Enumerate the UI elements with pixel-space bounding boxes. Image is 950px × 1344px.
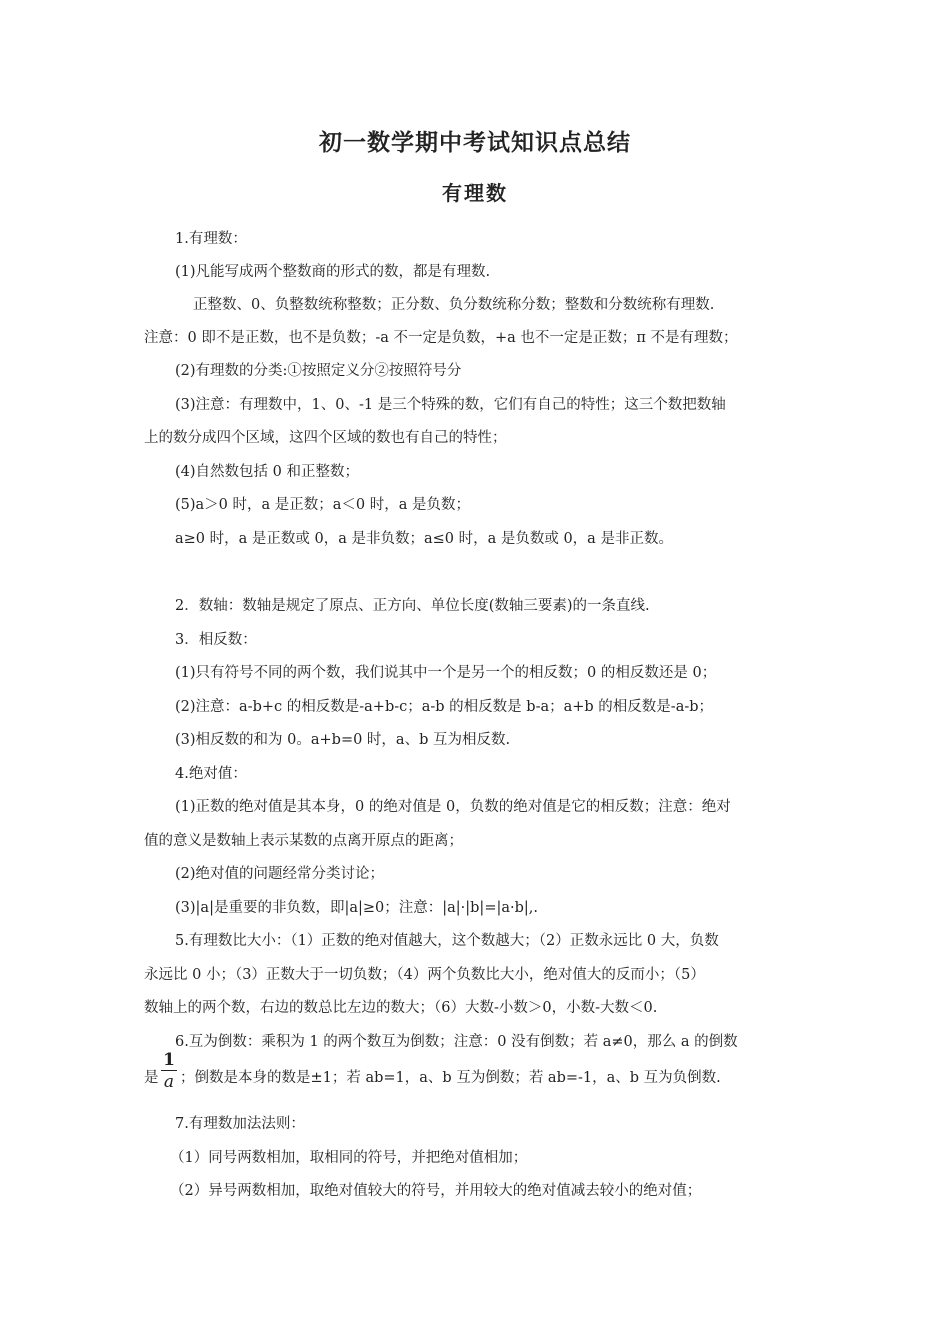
text-line: (2)有理数的分类:①按照定义分②按照符号分 [175,363,462,379]
text-line: (3)相反数的和为 0。a+b=0 时，a、b 互为相反数. [175,732,511,748]
heading-number-line: 2．数轴：数轴是规定了原点、正方向、单位长度(数轴三要素)的一条直线. [175,598,650,614]
text-line: (2)注意：a-b+c 的相反数是-a+b-c；a-b 的相反数是 b-a；a+b 的相反数是-a-b； [175,699,714,715]
text-line: 永远比 0 小；（3）正数大于一切负数；（4）两个负数比大小，绝对值大的反而小；（5） [144,967,705,983]
text-line: 正整数、0、负整数统称整数；正分数、负分数统称分数；整数和分数统称有理数. [193,297,715,313]
text-line: (4)自然数包括 0 和正整数； [175,464,359,480]
text-line: a≥0 时，a 是正数或 0，a 是非负数；a≤0 时，a 是负数或 0，a 是非正数。 [175,531,673,547]
heading-reciprocals: 6.互为倒数：乘积为 1 的两个数互为倒数；注意：0 没有倒数；若 a≠0，那么 a 的倒数 [175,1034,738,1050]
section-title: 有理数 [442,181,508,205]
heading-rational-numbers: 1.有理数： [175,231,247,247]
fraction-one-over-a [161,1051,177,1092]
text-line: ；倒数是本身的数是±1；若 ab=1，a、b 互为倒数；若 ab=-1，a、b 互为负倒数. [180,1070,721,1086]
text-line: (1)只有符号不同的两个数，我们说其中一个是另一个的相反数；0 的相反数还是 0； [175,665,717,681]
text-line: 上的数分成四个区域，这四个区域的数也有自己的特性； [144,430,507,446]
text-line: (3)注意：有理数中，1、0、-1 是三个特殊的数，它们有自己的特性；这三个数把数轴 [175,397,726,413]
text-line: (2)绝对值的问题经常分类讨论； [175,866,385,882]
text-line: (1)正数的绝对值是其本身，0 的绝对值是 0，负数的绝对值是它的相反数；注意：绝对 [175,799,731,815]
text-line: 数轴上的两个数，右边的数总比左边的数大；（6）大数-小数＞0，小数-大数＜0. [144,1000,658,1016]
text-line-prefix: 是 [144,1070,159,1086]
document-title: 初一数学期中考试知识点总结 [319,130,631,156]
text-line: 注意：0 即不是正数，也不是负数；-a 不一定是负数，+a 也不一定是正数；π 不是有理数； [144,330,738,346]
heading-addition-rules: 7.有理数加法法则： [175,1116,305,1132]
text-line: (5)a＞0 时，a 是正数；a＜0 时，a 是负数； [175,497,471,513]
text-line: (3)|a|是重要的非负数，即|a|≥0；注意：|a|·|b|=|a·b|,. [175,900,538,916]
fraction-numerator: 1 [163,1050,175,1070]
heading-compare-rationals: 5.有理数比大小：（1）正数的绝对值越大，这个数越大；（2）正数永远比 0 大，负数 [175,933,719,949]
text-line: 值的意义是数轴上表示某数的点离开原点的距离； [144,833,463,849]
fraction-bar [161,1070,177,1071]
text-line: （2）异号两数相加，取绝对值较大的符号，并用较大的绝对值减去较小的绝对值； [170,1183,702,1199]
heading-absolute-value: 4.绝对值： [175,766,247,782]
text-line: (1)凡能写成两个整数商的形式的数，都是有理数. [175,264,491,280]
fraction-denominator: a [163,1072,175,1092]
text-line: （1）同号两数相加，取相同的符号，并把绝对值相加； [170,1150,528,1166]
heading-opposite-numbers: 3．相反数： [175,632,257,648]
